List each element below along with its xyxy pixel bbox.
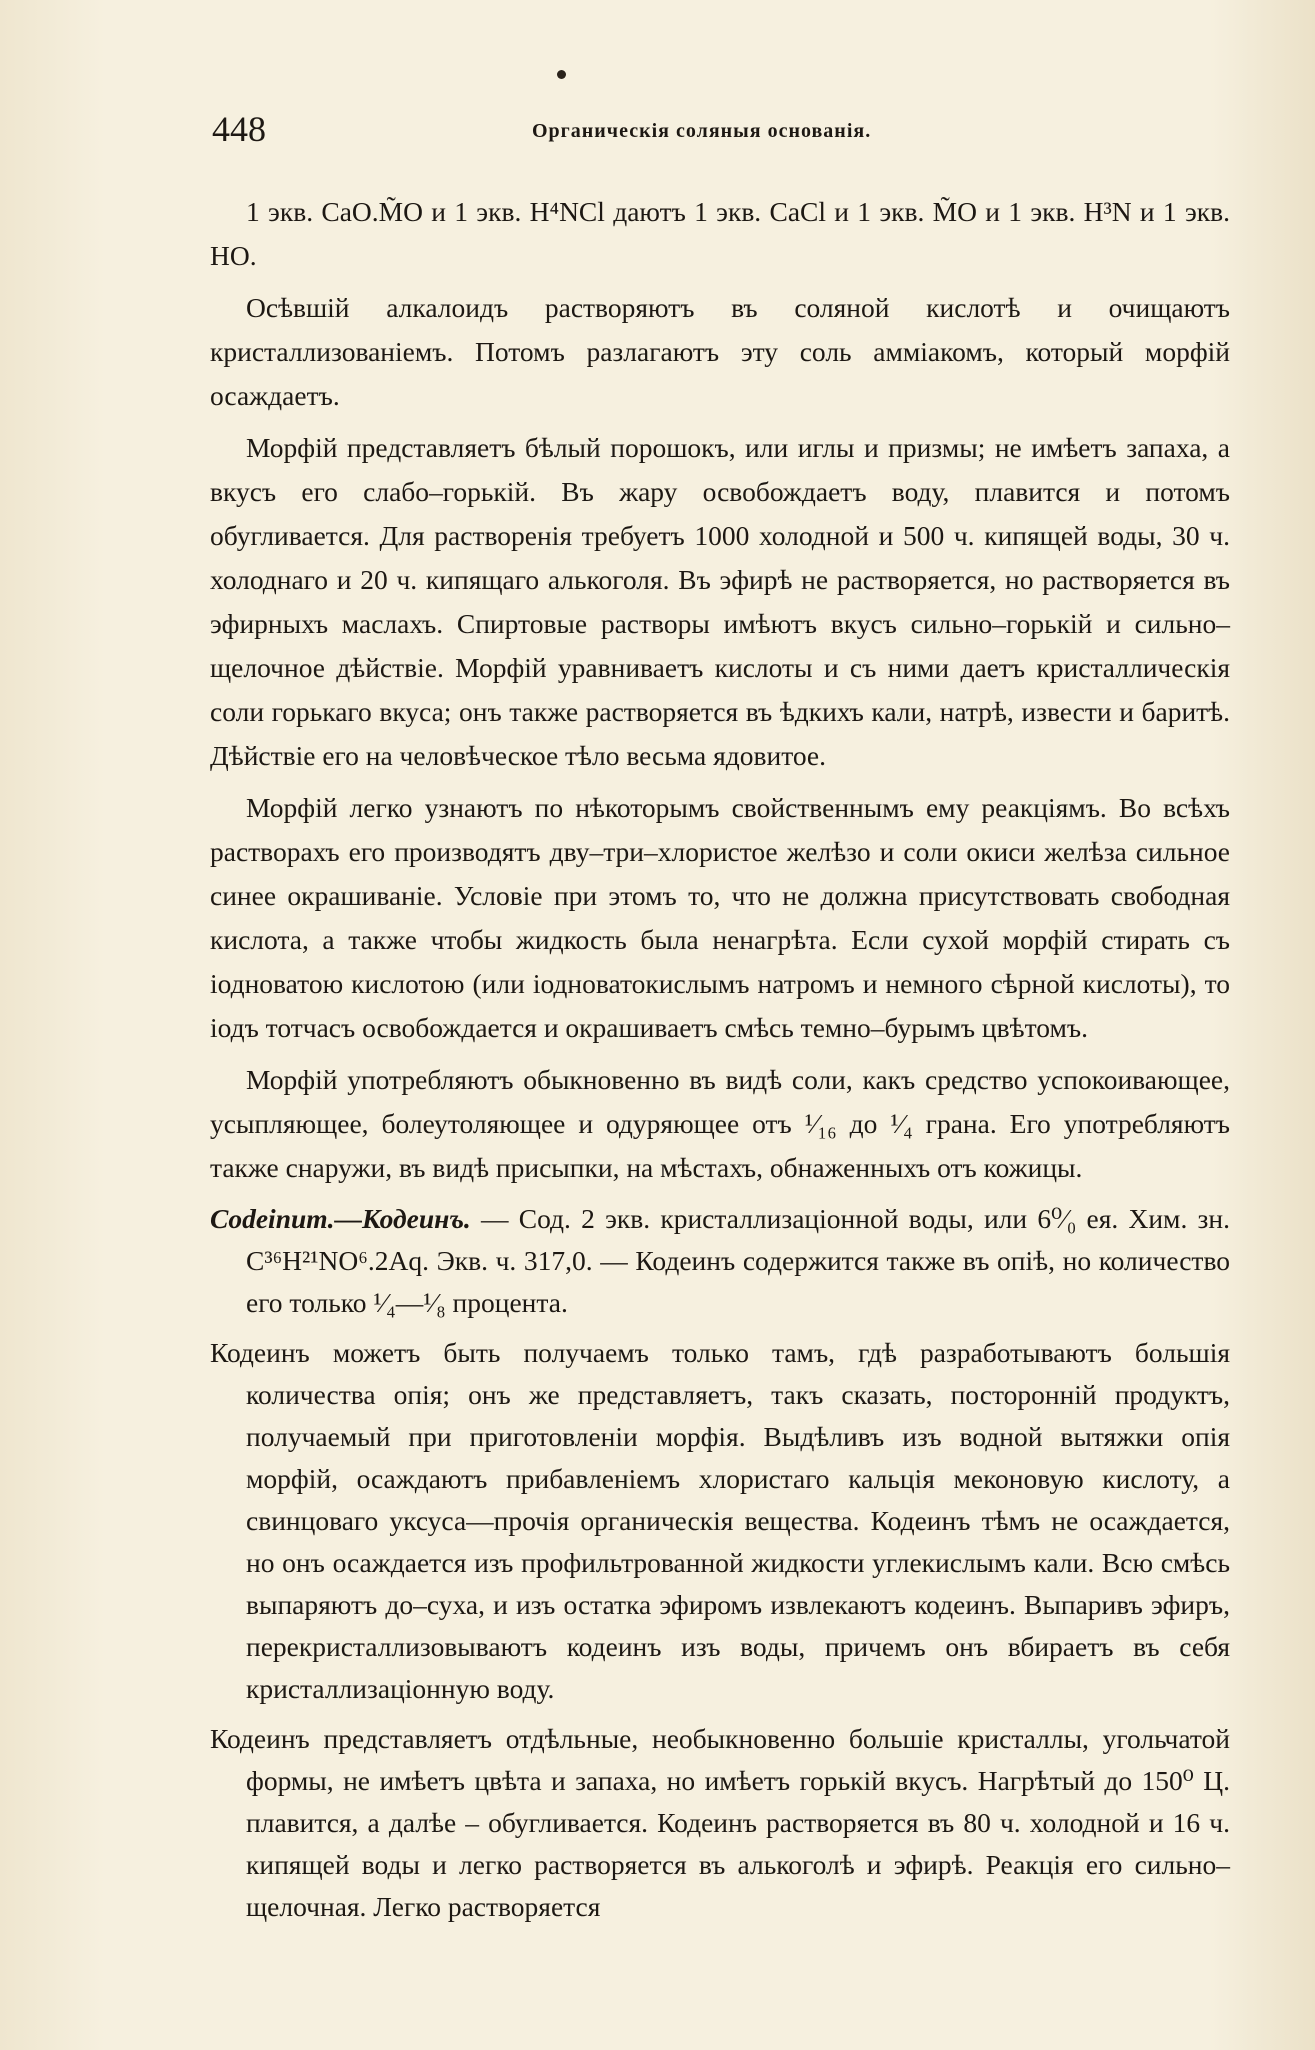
formula-paragraph: 1 экв. CaO.M̃O и 1 экв. H⁴NCl даютъ 1 экв. CaCl и 1 экв. M̃O и 1 экв. H³N и 1 экв. HO.	[210, 196, 1230, 271]
running-title: Органическія соляныя основанія.	[532, 120, 872, 142]
printer-mark	[557, 70, 566, 79]
paragraph-morphine-use: Морфій употребляютъ обыкновенно въ видѣ соли, какъ средство успокоивающее, усыпляющее, болеутоляющее и одуряющее отъ ¹⁄₁₆ до ¹⁄₄ грана. Его употребляютъ также снаружи, въ видѣ присыпки, на мѣстахъ, обнаженныхъ отъ кожицы.	[210, 1064, 1230, 1183]
paragraph-codeine-properties: Кодеинъ представляетъ отдѣльные, необыкновенно большіе кристаллы, угольчатой формы, не имѣетъ цвѣта и запаха, но имѣетъ горькій вкусъ. Нагрѣтый до 150⁰ Ц. плавится, а далѣе – обугливается. Кодеинъ растворяется въ 80 ч. холодной и 16 ч. кипящей воды и легко растворяется въ алькоголѣ и эфирѣ. Реакція его сильно–щелочная. Легко растворяется	[210, 1723, 1230, 1922]
codeine-heading	[210, 1198, 1230, 1324]
codeine-heading-text: — Сод. 2 экв. кристаллизаціонной воды, или 6⁰⁄₀ ея. Хим. зн. C³⁶H²¹NO⁶.2Aq. Экв. ч. 317,0. — Кодеинъ содержится также въ опіѣ, но количество его только ¹⁄₄—¹⁄₈ процента.	[246, 1203, 1230, 1318]
paragraph-codeine-preparation: Кодеинъ можетъ быть получаемъ только тамъ, гдѣ разработываютъ большія количества опія; онъ же представляетъ, такъ сказать, посторонній продуктъ, получаемый при приготовленіи морфія. Выдѣливъ изъ водной вытяжки опія морфій, осаждаютъ прибавленіемъ хлористаго кальція меконовую кислоту, а свинцоваго уксуса—прочія органическія вещества. Кодеинъ тѣмъ не осаждается, но онъ осаждается изъ профильтрованной жидкости углекислымъ кали. Всю смѣсь выпаряютъ до–суха, и изъ остатка эфиромъ извлекаютъ кодеинъ. Выпаривъ эфиръ, перекристаллизовываютъ кодеинъ изъ воды, причемъ онъ вбираетъ въ себя кристаллизаціонную воду.	[210, 1337, 1230, 1704]
codeine-term: Codeinum.—Кодеинъ.	[210, 1203, 471, 1234]
paragraph-morphine-reactions: Морфій легко узнаютъ по нѣкоторымъ свойственнымъ ему реакціямъ. Во всѣхъ растворахъ его производятъ дву–три–хлористое желѣзо и соли окиси желѣза сильное синее окрашиваніе. Условіе при этомъ то, что не должна присутствовать свободная кислота, а также чтобы жидкость была ненагрѣта. Если сухой морфій стирать съ іодноватою кислотою (или іодноватокислымъ натромъ и немного сѣрной кислоты), то іодъ тотчасъ освобождается и окрашиваетъ смѣсь темно–бурымъ цвѣтомъ.	[210, 792, 1230, 1043]
page-body	[210, 190, 1230, 1936]
paragraph-purification: Осѣвшій алкалоидъ растворяютъ въ соляной кислотѣ и очищаютъ кристаллизованіемъ. Потомъ разлагаютъ эту соль амміакомъ, который морфій осаждаетъ.	[210, 292, 1230, 411]
page-header	[212, 108, 1252, 156]
paragraph-morphine-properties: Морфій представляетъ бѣлый порошокъ, или иглы и призмы; не имѣетъ запаха, а вкусъ его слабо–горькій. Въ жару освобождаетъ воду, плавится и потомъ обугливается. Для растворенія требуетъ 1000 холодной и 500 ч. кипящей воды, 30 ч. холоднаго и 20 ч. кипящаго алькоголя. Въ эфирѣ не растворяется, но растворяется въ эфирныхъ маслахъ. Спиртовые растворы имѣютъ вкусъ сильно–горькій и сильно–щелочное дѣйствіе. Морфій уравниваетъ кислоты и съ ними даетъ кристаллическія соли горькаго вкуса; онъ также растворяется въ ѣдкихъ кали, натрѣ, извести и баритѣ. Дѣйствіе его на человѣческое тѣло весьма ядовитое.	[210, 432, 1230, 771]
page-number: 448	[212, 109, 266, 149]
